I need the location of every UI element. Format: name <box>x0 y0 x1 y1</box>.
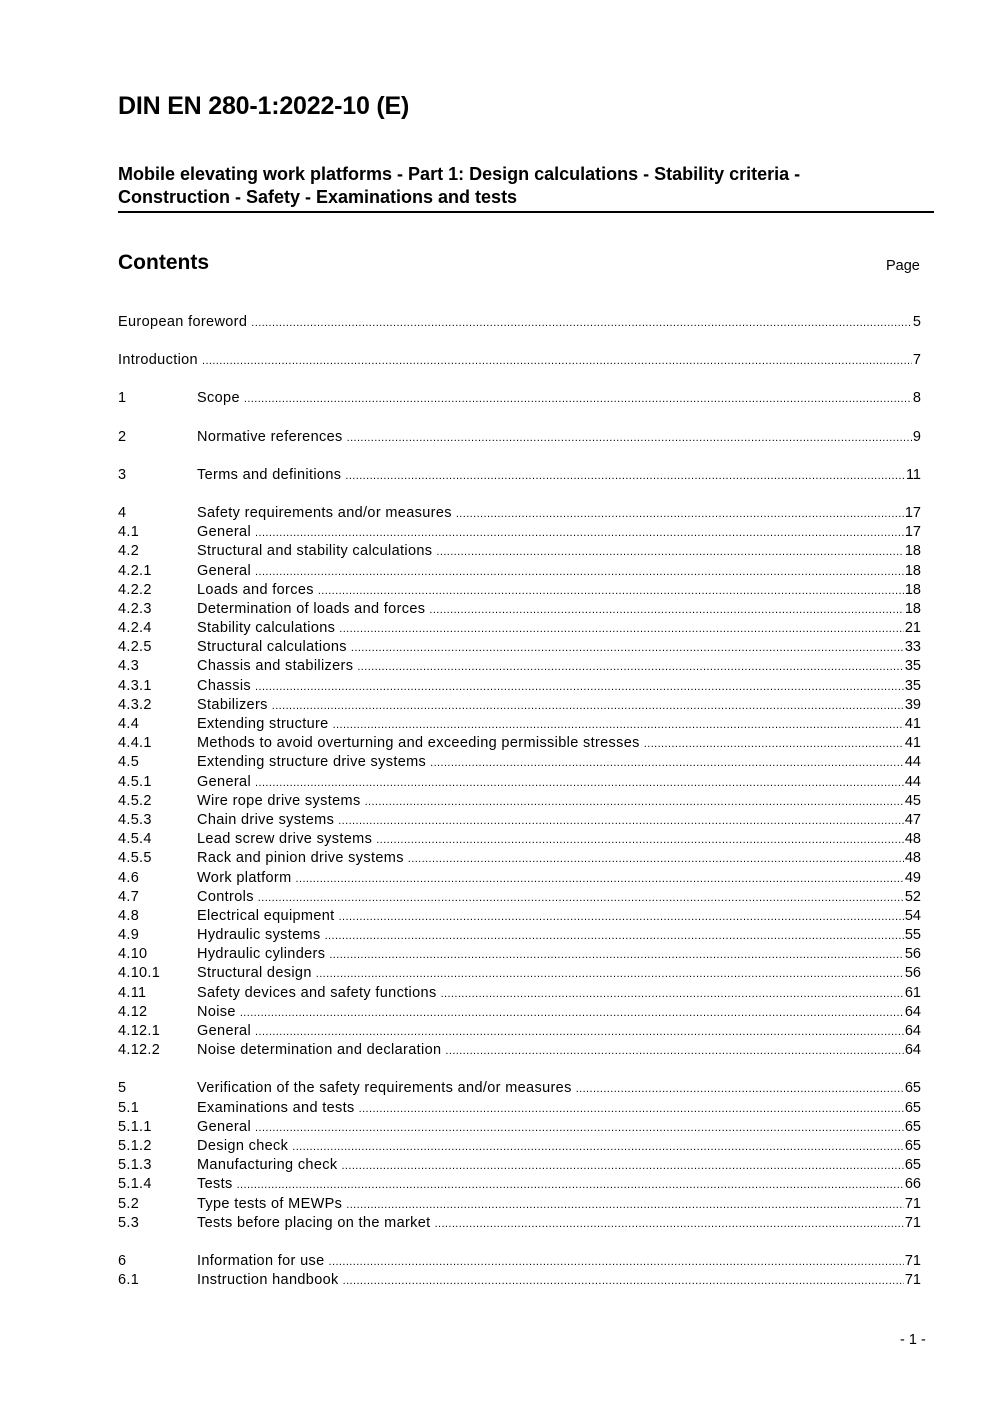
toc-entry[interactable] <box>118 984 921 1003</box>
toc-entry-title: Determination of loads and forces <box>197 600 426 617</box>
toc-entry-number: 4.11 <box>118 984 147 1001</box>
toc-entry[interactable] <box>118 1156 921 1175</box>
toc-entry[interactable] <box>118 1175 921 1194</box>
toc-entry-page: 66 <box>904 1176 921 1193</box>
toc-entry-number: 4.5.2 <box>118 792 152 809</box>
toc-dot-leader <box>338 812 904 831</box>
toc-entry-page: 61 <box>904 984 921 1001</box>
toc-entry-number: 4.12.2 <box>118 1042 161 1059</box>
toc-entry-title: Chassis and stabilizers <box>197 658 354 675</box>
toc-entry-title: Rack and pinion drive systems <box>197 850 404 867</box>
toc-entry-page: 17 <box>904 504 921 521</box>
toc-dot-leader <box>329 1253 904 1272</box>
toc-dot-leader <box>576 1080 904 1099</box>
toc-entry-page: 52 <box>904 888 921 905</box>
toc-entry-number: 4.5.3 <box>118 811 152 828</box>
toc-entry[interactable] <box>118 792 921 811</box>
toc-entry-page: 44 <box>904 773 921 790</box>
toc-dot-leader <box>237 1176 904 1195</box>
contents-heading: Contents <box>118 251 209 274</box>
toc-entry-title: Methods to avoid overturning and exceeding permissible stresses <box>197 735 640 752</box>
toc-entry[interactable] <box>118 600 921 619</box>
toc-entry-page: 65 <box>904 1137 921 1154</box>
toc-entry[interactable] <box>118 926 921 945</box>
toc-entry[interactable] <box>118 581 921 600</box>
toc-entry-title: Structural calculations <box>197 639 347 656</box>
toc-entry[interactable] <box>118 542 921 561</box>
toc-entry-title: Terms and definitions <box>197 466 342 483</box>
toc-entry[interactable] <box>118 830 921 849</box>
toc-dot-leader <box>347 429 912 448</box>
toc-entry-number: 4.2 <box>118 543 140 560</box>
toc-entry[interactable] <box>118 1079 921 1098</box>
toc-entry-title: Noise determination and declaration <box>197 1042 442 1059</box>
toc-entry[interactable] <box>118 869 921 888</box>
toc-entry-title: Safety devices and safety functions <box>197 984 437 1001</box>
toc-entry-title: General <box>197 524 252 541</box>
toc-dot-leader <box>202 352 912 371</box>
toc-entry[interactable] <box>118 657 921 676</box>
toc-entry-number: 4.9 <box>118 927 140 944</box>
toc-entry-page: 54 <box>904 907 921 924</box>
toc-entry[interactable] <box>118 1003 921 1022</box>
toc-entry[interactable] <box>118 849 921 868</box>
toc-entry-page: 21 <box>904 620 921 637</box>
toc-dot-leader <box>365 793 904 812</box>
toc-entry-number: 6.1 <box>118 1272 140 1289</box>
toc-entry-number: 4.2.5 <box>118 639 152 656</box>
toc-entry-page: 7 <box>912 352 921 369</box>
toc-dot-leader <box>435 1215 904 1234</box>
toc-entry-title: Examinations and tests <box>197 1099 355 1116</box>
document-id: DIN EN 280-1:2022-10 (E) <box>118 92 410 120</box>
toc-entry-title: Lead screw drive systems <box>197 831 373 848</box>
toc-entry[interactable] <box>118 1214 921 1233</box>
toc-dot-leader <box>318 582 904 601</box>
toc-entry-page: 65 <box>904 1118 921 1135</box>
toc-entry-number: 4.3 <box>118 658 140 675</box>
toc-entry-number: 4.4.1 <box>118 735 152 752</box>
toc-entry[interactable] <box>118 351 921 370</box>
toc-entry-number: 4.2.3 <box>118 600 152 617</box>
toc-entry-number: 4.10 <box>118 946 148 963</box>
toc-dot-leader <box>292 1138 904 1157</box>
toc-entry-number: 4.10.1 <box>118 965 161 982</box>
page-column-heading: Page <box>886 258 920 274</box>
toc-entry-number: 5.1.2 <box>118 1137 152 1154</box>
toc-entry-page: 45 <box>904 792 921 809</box>
toc-entry-number: 4.3.1 <box>118 677 152 694</box>
toc-entry-title: Design check <box>197 1137 289 1154</box>
toc-entry-page: 56 <box>904 946 921 963</box>
toc-entry[interactable] <box>118 1022 921 1041</box>
toc-dot-leader <box>333 716 904 735</box>
toc-entry-title: Tests before placing on the market <box>197 1214 431 1231</box>
page-number: - 1 - <box>900 1332 926 1348</box>
toc-entry-number: 4.5.4 <box>118 831 152 848</box>
toc-entry-title: Work platform <box>197 869 292 886</box>
toc-entry[interactable] <box>118 677 921 696</box>
toc-entry-title: Stability calculations <box>197 620 336 637</box>
toc-dot-leader <box>345 467 905 486</box>
toc-entry-title: Electrical equipment <box>197 907 335 924</box>
toc-entry[interactable] <box>118 638 921 657</box>
toc-entry-page: 65 <box>904 1080 921 1097</box>
toc-entry[interactable] <box>118 1099 921 1118</box>
toc-entry-page: 71 <box>904 1214 921 1231</box>
toc-entry-page: 56 <box>904 965 921 982</box>
toc-dot-leader <box>251 314 912 333</box>
toc-entry[interactable] <box>118 696 921 715</box>
toc-entry-number: 4.4 <box>118 716 140 732</box>
toc-entry-title: Scope <box>197 390 240 407</box>
toc-dot-leader <box>325 927 904 946</box>
toc-entry-page: 33 <box>904 639 921 656</box>
toc-entry[interactable] <box>118 466 921 485</box>
toc-entry-page: 65 <box>904 1099 921 1116</box>
toc-entry-page: 65 <box>904 1157 921 1174</box>
toc-entry-page: 47 <box>904 811 921 828</box>
toc-entry-number: 5.1.4 <box>118 1176 152 1193</box>
toc-entry-title: Chassis <box>197 677 252 694</box>
toc-entry-page: 18 <box>904 562 921 579</box>
toc-entry[interactable] <box>118 1271 921 1290</box>
toc-entry-page: 18 <box>904 600 921 617</box>
toc-entry-title: Manufacturing check <box>197 1157 338 1174</box>
toc-entry-page: 41 <box>904 716 921 732</box>
toc-entry-page: 18 <box>904 581 921 598</box>
toc-entry-page: 41 <box>904 735 921 752</box>
toc-entry[interactable] <box>118 1041 921 1060</box>
toc-dot-leader <box>339 620 904 639</box>
toc-entry-title: General <box>197 773 252 790</box>
toc-entry[interactable] <box>118 773 921 792</box>
toc-entry-number: 5.1.3 <box>118 1157 152 1174</box>
toc-entry-number: 3 <box>118 466 127 483</box>
toc-dot-leader <box>255 1119 904 1138</box>
toc-entry-page: 17 <box>904 524 921 541</box>
toc-dot-leader <box>255 1023 904 1042</box>
toc-entry-page: 49 <box>904 869 921 886</box>
toc-entry-number: 4.12 <box>118 1003 148 1020</box>
toc-dot-leader <box>429 601 903 620</box>
toc-dot-leader <box>255 774 904 793</box>
toc-entry[interactable] <box>118 619 921 638</box>
toc-entry-title: General <box>197 1023 252 1039</box>
toc-entry-page: 35 <box>904 658 921 675</box>
toc-entry-number: 5.1.1 <box>118 1118 152 1135</box>
toc-entry-title: Controls <box>197 888 254 905</box>
toc-dot-leader <box>341 1157 903 1176</box>
toc-entry-number: 5.1 <box>118 1099 140 1116</box>
toc-entry[interactable] <box>118 907 921 926</box>
toc-entry-title: Loads and forces <box>197 581 314 598</box>
toc-entry-page: 8 <box>912 390 921 407</box>
toc-entry-number: 1 <box>118 390 127 407</box>
toc-entry-page: 71 <box>904 1195 921 1212</box>
toc-dot-leader <box>316 965 904 984</box>
document-subtitle <box>118 163 934 213</box>
toc-entry-number: 4.2.4 <box>118 620 152 637</box>
subtitle-line-2: Construction - Safety - Examinations and tests <box>118 187 518 207</box>
toc-entry-page: 64 <box>904 1023 921 1039</box>
toc-entry-title: Information for use <box>197 1252 325 1269</box>
toc-dot-leader <box>255 678 904 697</box>
toc-entry-title: Introduction <box>118 352 198 369</box>
toc-entry[interactable] <box>118 1252 921 1271</box>
toc-entry-title: Type tests of MEWPs <box>197 1195 343 1212</box>
toc-entry[interactable] <box>118 964 921 983</box>
toc-entry-number: 5.3 <box>118 1214 140 1231</box>
toc-dot-leader <box>272 697 904 716</box>
toc-entry-number: 4.12.1 <box>118 1023 161 1039</box>
toc-entry-page: 35 <box>904 677 921 694</box>
toc-entry-title: Normative references <box>197 428 343 445</box>
toc-entry-title: Safety requirements and/or measures <box>197 504 452 521</box>
toc-dot-leader <box>258 889 904 908</box>
toc-dot-leader <box>359 1100 904 1119</box>
toc-entry-title: Instruction handbook <box>197 1272 339 1289</box>
toc-entry-title: Wire rope drive systems <box>197 792 361 809</box>
toc-dot-leader <box>357 658 904 677</box>
toc-entry[interactable] <box>118 945 921 964</box>
toc-entry-title: Extending structure drive systems <box>197 754 427 771</box>
toc-entry-number: 4.1 <box>118 524 140 541</box>
toc-entry[interactable] <box>118 504 921 523</box>
toc-entry-page: 55 <box>904 927 921 944</box>
toc-entry[interactable] <box>118 753 921 772</box>
toc-entry-number: 5 <box>118 1080 127 1097</box>
toc-entry-title: Tests <box>197 1176 233 1193</box>
toc-dot-leader <box>244 390 912 409</box>
toc-entry-number: 4.5.1 <box>118 773 152 790</box>
toc-entry-number: 4.7 <box>118 888 140 905</box>
toc-entry-page: 48 <box>904 850 921 867</box>
toc-entry-page: 39 <box>904 696 921 713</box>
toc-entry-page: 64 <box>904 1042 921 1059</box>
toc-entry[interactable] <box>118 1118 921 1137</box>
toc-entry-title: Structural design <box>197 965 312 982</box>
toc-entry-page: 71 <box>904 1272 921 1289</box>
toc-entry[interactable] <box>118 562 921 581</box>
toc-entry[interactable] <box>118 1195 921 1214</box>
toc-entry[interactable] <box>118 1137 921 1156</box>
toc-entry-number: 4 <box>118 504 127 521</box>
toc-dot-leader <box>329 946 904 965</box>
toc-dot-leader <box>296 870 904 889</box>
toc-entry-title: Extending structure <box>197 716 329 732</box>
toc-entry-page: 48 <box>904 831 921 848</box>
toc-entry[interactable] <box>118 523 921 542</box>
toc-entry-page: 9 <box>912 428 921 445</box>
toc-entry-page: 11 <box>905 466 921 483</box>
toc-entry-page: 44 <box>904 754 921 771</box>
toc-entry-page: 18 <box>904 543 921 560</box>
toc-dot-leader <box>351 639 904 658</box>
toc-entry-number: 4.5.5 <box>118 850 152 867</box>
toc-dot-leader <box>441 985 904 1004</box>
toc-dot-leader <box>436 543 903 562</box>
toc-dot-leader <box>255 524 904 543</box>
toc-entry-page: 5 <box>912 314 921 330</box>
toc-entry[interactable] <box>118 715 921 734</box>
toc-entry-title: Chain drive systems <box>197 811 335 828</box>
subtitle-line-1: Mobile elevating work platforms - Part 1: Design calculations - Stability criteria - <box>118 164 801 184</box>
toc-entry-number: 4.2.1 <box>118 562 152 579</box>
toc-entry[interactable] <box>118 734 921 753</box>
toc-entry-page: 71 <box>904 1252 921 1269</box>
toc-dot-leader <box>430 754 904 773</box>
toc-dot-leader <box>240 1004 904 1023</box>
toc-entry-number: 4.6 <box>118 869 140 886</box>
toc-entry[interactable] <box>118 888 921 907</box>
toc-entry-title: European foreword <box>118 314 248 330</box>
toc-dot-leader <box>445 1042 903 1061</box>
toc-entry[interactable] <box>118 389 921 408</box>
toc-dot-leader <box>408 850 904 869</box>
toc-entry-number: 4.2.2 <box>118 581 152 598</box>
toc-entry-number: 4.5 <box>118 754 140 771</box>
toc-entry-number: 4.3.2 <box>118 696 152 713</box>
toc-entry-title: Hydraulic cylinders <box>197 946 326 963</box>
toc-entry-number: 4.8 <box>118 907 140 924</box>
toc-dot-leader <box>376 831 904 850</box>
toc-dot-leader <box>644 735 904 754</box>
table-of-contents <box>118 313 921 1290</box>
toc-entry-number: 2 <box>118 428 127 445</box>
toc-entry-page: 64 <box>904 1003 921 1020</box>
toc-entry-title: Noise <box>197 1003 236 1020</box>
toc-entry-number: 6 <box>118 1252 127 1269</box>
toc-entry[interactable] <box>118 428 921 447</box>
toc-entry[interactable] <box>118 811 921 830</box>
toc-entry[interactable] <box>118 313 921 332</box>
toc-dot-leader <box>343 1272 904 1291</box>
toc-entry-title: Verification of the safety requirements and/or measures <box>197 1080 572 1097</box>
toc-entry-title: General <box>197 1118 252 1135</box>
toc-entry-title: Hydraulic systems <box>197 927 321 944</box>
toc-entry-title: General <box>197 562 252 579</box>
toc-entry-title: Structural and stability calculations <box>197 543 433 560</box>
toc-dot-leader <box>255 563 904 582</box>
toc-dot-leader <box>339 908 904 927</box>
toc-dot-leader <box>346 1196 904 1215</box>
toc-entry-title: Stabilizers <box>197 696 268 713</box>
toc-dot-leader <box>456 505 904 524</box>
toc-entry-number: 5.2 <box>118 1195 140 1212</box>
